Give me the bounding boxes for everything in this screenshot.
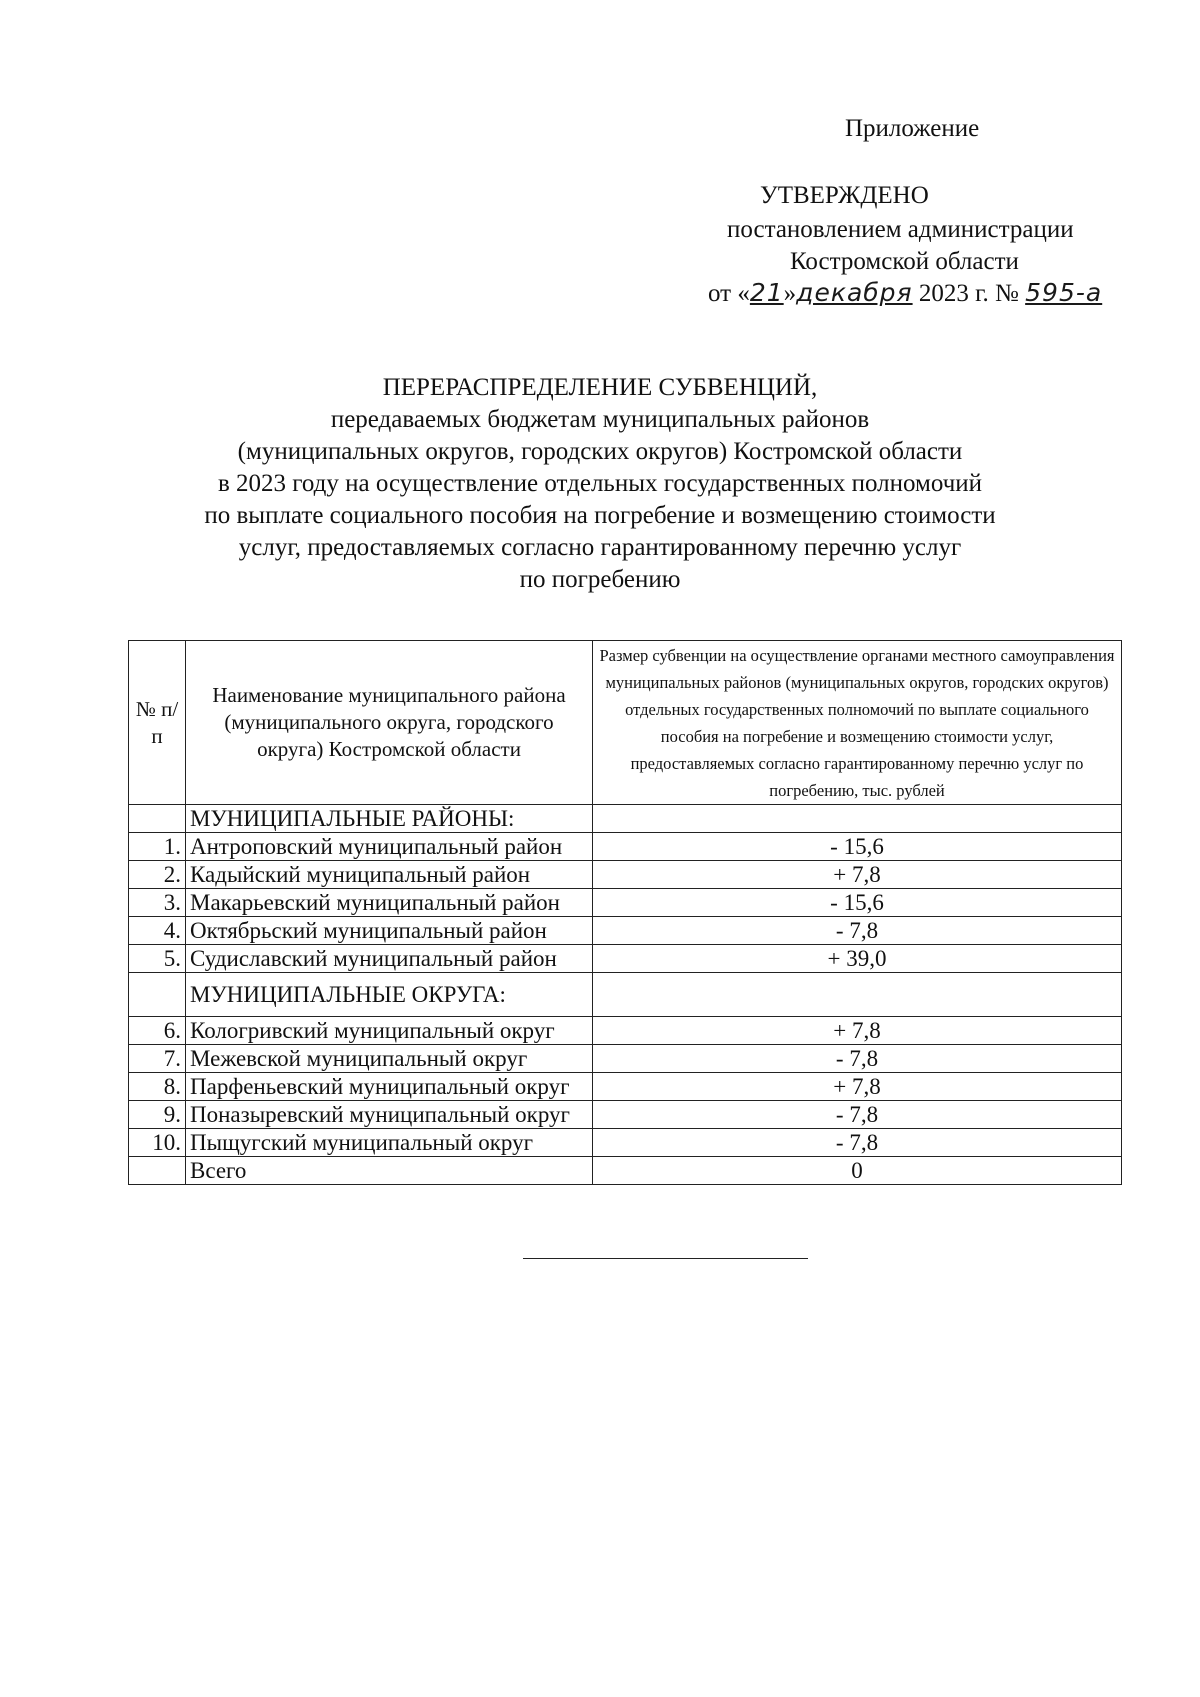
- decree-day-handwritten: 21: [749, 278, 784, 307]
- section-title-okrugs: МУНИЦИПАЛЬНЫЕ ОКРУГА:: [186, 973, 593, 1017]
- row-name: Межевской муниципальный округ: [186, 1045, 593, 1073]
- row-number: 5.: [129, 945, 186, 973]
- table-row: [129, 889, 1122, 917]
- table-row: [129, 1017, 1122, 1045]
- row-name: Кологривский муниципальный округ: [186, 1017, 593, 1045]
- row-number: 7.: [129, 1045, 186, 1073]
- table-row: [129, 1129, 1122, 1157]
- header-number: № п/п: [129, 641, 186, 805]
- header-name: Наименование муниципального района (муниципального округа, городского округа) Костромской области: [186, 641, 593, 805]
- decree-region: Костромской области: [790, 248, 1019, 275]
- table-row: [129, 833, 1122, 861]
- row-number: 8.: [129, 1073, 186, 1101]
- document-title: [150, 372, 1050, 596]
- table-header-row: [129, 641, 1122, 805]
- row-number: 3.: [129, 889, 186, 917]
- table-row: [129, 861, 1122, 889]
- row-amount: + 7,8: [593, 1017, 1122, 1045]
- title-line-3: (муниципальных округов, городских округов) Костромской области: [237, 438, 963, 465]
- title-line-5: по выплате социального пособия на погребение и возмещению стоимости: [204, 502, 996, 529]
- row-number: 2.: [129, 861, 186, 889]
- row-number: 9.: [129, 1101, 186, 1129]
- row-number: 6.: [129, 1017, 186, 1045]
- title-line-1: ПЕРЕРАСПРЕДЕЛЕНИЕ СУБВЕНЦИЙ,: [382, 374, 818, 401]
- table-row: [129, 1101, 1122, 1129]
- table-row: [129, 917, 1122, 945]
- section-row-okrugs: [129, 973, 1122, 1017]
- decree-mid: »: [783, 280, 797, 307]
- total-row: [129, 1157, 1122, 1185]
- decree-month-handwritten: декабря: [796, 278, 913, 307]
- total-amount: 0: [593, 1157, 1122, 1185]
- row-amount: - 7,8: [593, 1045, 1122, 1073]
- header-amount: Размер субвенции на осуществление органами местного самоуправления муниципальных районов (муниципальных округов, городских округов) отдельных государственных полномочий по выплате социального пособия на погребение и возмещению стоимости услуг, предоставляемых согласно гарантированному перечню услуг по погребению, тыс. рублей: [593, 641, 1122, 805]
- row-name: Макарьевский муниципальный район: [186, 889, 593, 917]
- row-name: Пыщугский муниципальный округ: [186, 1129, 593, 1157]
- row-amount: - 7,8: [593, 1101, 1122, 1129]
- decree-from: от «: [708, 280, 750, 307]
- decree-issuer: постановлением администрации: [727, 216, 1074, 243]
- row-number: 1.: [129, 833, 186, 861]
- row-name: Поназыревский муниципальный округ: [186, 1101, 593, 1129]
- row-amount: + 7,8: [593, 1073, 1122, 1101]
- section-title-districts: МУНИЦИПАЛЬНЫЕ РАЙОНЫ:: [186, 805, 593, 833]
- end-divider: [523, 1258, 808, 1259]
- row-amount: + 39,0: [593, 945, 1122, 973]
- subvention-table: [128, 640, 1122, 1185]
- row-amount: - 15,6: [593, 889, 1122, 917]
- row-number: 4.: [129, 917, 186, 945]
- approved-label: УТВЕРЖДЕНО: [760, 182, 929, 209]
- table-row: [129, 1073, 1122, 1101]
- row-amount: - 7,8: [593, 1129, 1122, 1157]
- row-name: Судиславский муниципальный район: [186, 945, 593, 973]
- section-row-districts: [129, 805, 1122, 833]
- appendix-label: Приложение: [845, 115, 980, 142]
- row-amount: - 7,8: [593, 917, 1122, 945]
- row-amount: - 15,6: [593, 833, 1122, 861]
- decree-number-handwritten: 595-а: [1025, 278, 1103, 307]
- row-amount: + 7,8: [593, 861, 1122, 889]
- decree-year: 2023 г. №: [912, 280, 1026, 307]
- table-row: [129, 945, 1122, 973]
- table-row: [129, 1045, 1122, 1073]
- total-label: Всего: [186, 1157, 593, 1185]
- row-name: Кадыйский муниципальный район: [186, 861, 593, 889]
- decree-date-number: [708, 278, 1102, 308]
- title-line-2: передаваемых бюджетам муниципальных районов: [330, 406, 870, 433]
- title-line-6: услуг, предоставляемых согласно гарантированному перечню услуг: [238, 534, 962, 561]
- row-name: Октябрьский муниципальный район: [186, 917, 593, 945]
- row-name: Парфеньевский муниципальный округ: [186, 1073, 593, 1101]
- title-line-7: по погребению: [519, 566, 681, 593]
- title-line-4: в 2023 году на осуществление отдельных государственных полномочий: [217, 470, 983, 497]
- row-name: Антроповский муниципальный район: [186, 833, 593, 861]
- row-number: 10.: [129, 1129, 186, 1157]
